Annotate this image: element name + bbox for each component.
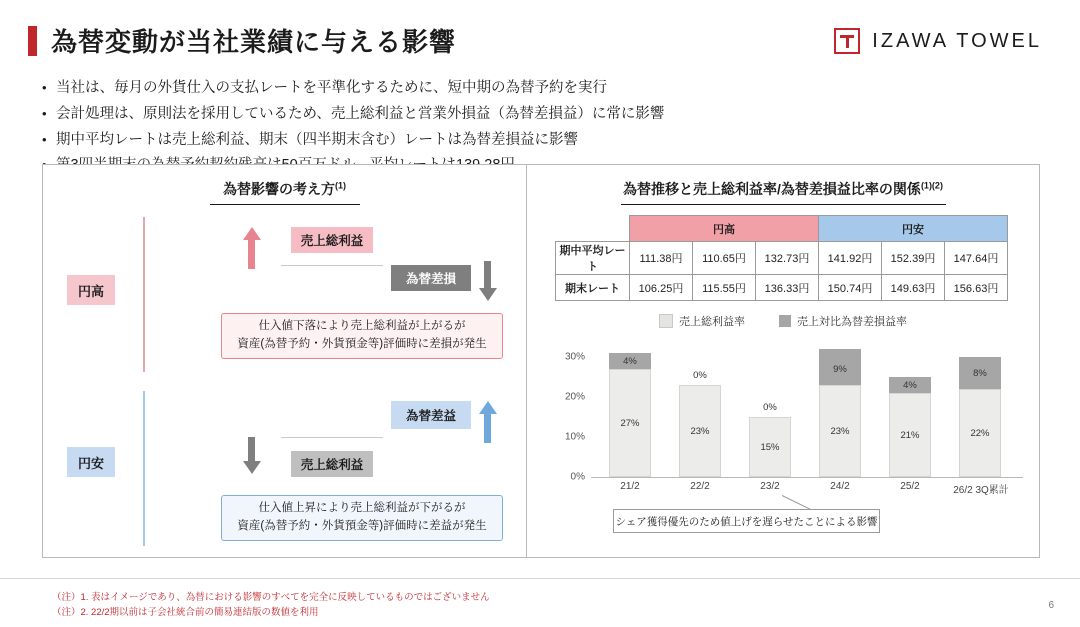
table-cell: 136.33円 <box>756 275 819 301</box>
table-cell: 149.63円 <box>882 275 945 301</box>
y-tick: 10% <box>564 431 585 443</box>
stacked-bar-chart <box>555 337 1023 495</box>
title-text: 為替変動が当社業績に与える影響 <box>51 27 457 57</box>
legend-label: 売上総利益率 <box>679 316 745 328</box>
bullet-item <box>42 78 1042 100</box>
page-number: 6 <box>1048 600 1054 611</box>
yen-high-note-line1: 仕入値下落により売上総利益が上がるが <box>258 320 466 333</box>
table-cell: 115.55円 <box>693 275 756 301</box>
bar-label-gross: 27% <box>620 418 640 429</box>
y-tick: 30% <box>564 351 585 363</box>
bar-label-fx: 4% <box>623 356 637 367</box>
table-cell: 152.39円 <box>882 242 945 275</box>
page-title <box>28 22 456 59</box>
down-arrow-stem-gray <box>484 261 491 291</box>
legend-item-fx-ratio <box>779 313 907 329</box>
table-cell: 150.74円 <box>819 275 882 301</box>
yen-low-note-line1: 仕入値上昇により売上総利益が下がるが <box>258 502 466 515</box>
fx-gain-label: 為替差益 <box>405 409 456 423</box>
left-section-title <box>43 165 526 199</box>
right-section-title-sup: (1)(2) <box>920 180 943 191</box>
up-arrow-stem-pink <box>248 239 255 269</box>
bar-group <box>819 349 861 477</box>
fx-loss-box <box>391 265 471 291</box>
row-label-period-end-rate: 期末レート <box>556 275 630 301</box>
x-axis-label: 26/2 3Q累計 <box>953 485 1009 496</box>
fx-rate-table <box>555 215 1008 301</box>
down-arrow-gray-icon-2 <box>243 461 261 474</box>
baseline-high <box>281 265 383 266</box>
logo-text: IZAWA TOWEL <box>872 29 1042 52</box>
bar-label-fx: 0% <box>763 402 777 413</box>
title-accent-bar <box>28 26 37 56</box>
bar-group <box>959 357 1001 477</box>
table-cell: 147.64円 <box>945 242 1008 275</box>
bar-group <box>679 370 721 477</box>
legend-swatch-icon <box>659 314 673 328</box>
table-group-header-row <box>556 216 1008 242</box>
left-section-title-text: 為替影響の考え方 <box>223 181 335 197</box>
baseline-low <box>281 437 383 438</box>
footnote-2: （注）2. 22/2期以前は子会社統合前の簡易連結版の数値を利用 <box>52 607 319 619</box>
bar-group <box>889 377 931 477</box>
bar-label-gross: 23% <box>690 426 710 437</box>
y-tick: 20% <box>564 391 585 403</box>
group-header-yen-high: 円高 <box>630 216 819 242</box>
table-cell: 141.92円 <box>819 242 882 275</box>
table-cell: 110.65円 <box>693 242 756 275</box>
right-section-title-text: 為替推移と売上総利益率/為替差損益比率の関係 <box>623 181 921 197</box>
yen-high-note <box>221 313 503 359</box>
bullet-dot-icon: • <box>42 105 47 121</box>
table-row <box>556 275 1008 301</box>
legend-swatch-icon <box>779 315 791 327</box>
up-arrow-stem-blue <box>484 413 491 443</box>
fx-loss-label: 為替差損 <box>405 272 456 286</box>
chart-legend <box>527 313 1039 329</box>
bullet-item <box>42 130 1042 152</box>
bar-label-fx: 8% <box>973 368 987 379</box>
legend-label: 売上対比為替差損益率 <box>797 316 907 328</box>
down-arrow-gray-icon <box>479 288 497 301</box>
left-diagram <box>43 165 526 557</box>
yen-low-tag-label: 円安 <box>77 455 104 471</box>
right-title-underline <box>621 204 946 205</box>
bar-label-gross: 23% <box>830 426 850 437</box>
table-corner-blank <box>556 216 630 242</box>
yen-low-divider-line <box>143 391 145 546</box>
legend-item-gross-margin <box>659 313 745 329</box>
bar-group <box>609 353 651 477</box>
gross-profit-label-low: 売上総利益 <box>300 458 364 472</box>
table-cell: 111.38円 <box>630 242 693 275</box>
gross-profit-box-low <box>291 451 373 477</box>
bullet-dot-icon: • <box>42 80 47 95</box>
bar-group <box>749 402 791 477</box>
bar-label-gross: 22% <box>970 428 990 439</box>
x-axis-label: 22/2 <box>690 481 710 492</box>
yen-low-note-line2: 資産(為替予約・外貨預金等)評価時に差益が発生 <box>237 520 487 532</box>
bar-label-gross: 15% <box>760 442 780 453</box>
yen-high-tag-label: 円高 <box>77 283 104 299</box>
content-panel <box>42 164 1040 558</box>
y-tick: 0% <box>570 471 585 483</box>
yen-low-note <box>221 495 503 541</box>
group-header-yen-low: 円安 <box>819 216 1008 242</box>
row-label-average-rate: 期中平均レート <box>556 242 630 275</box>
bar-label-fx: 4% <box>903 380 917 391</box>
right-section-title <box>527 165 1039 199</box>
plot-area <box>591 337 1023 496</box>
bar-label-fx: 0% <box>693 370 707 381</box>
footer-divider <box>0 578 1080 579</box>
yen-low-tag <box>67 447 115 477</box>
yen-high-divider-line <box>143 217 145 372</box>
bullet-item <box>42 104 1042 126</box>
bullet-dot-icon: • <box>42 131 47 147</box>
up-arrow-pink-icon <box>243 227 261 240</box>
gross-profit-label-high: 売上総利益 <box>300 234 364 248</box>
left-title-underline <box>210 204 360 205</box>
left-section-title-sup: (1) <box>335 180 346 191</box>
table-cell: 132.73円 <box>756 242 819 275</box>
footnote-1: （注）1. 表はイメージであり、為替における影響のすべてを完全に反映しているものではございません <box>52 592 490 603</box>
up-arrow-blue-icon <box>479 401 497 414</box>
x-axis-label: 21/2 <box>620 481 640 492</box>
bullet-text: 当社は、毎月の外貨仕入の支払レートを平準化するために、短中期の為替予約を実行 <box>56 80 607 96</box>
logo-mark-icon <box>834 28 860 54</box>
x-axis-label: 25/2 <box>900 481 920 492</box>
bar-label-fx: 9% <box>833 364 847 375</box>
chart-callout-text: シェア獲得優先のため値上げを遅らせたことによる影響 <box>615 515 878 528</box>
bullet-text: 会計処理は、原則法を採用しているため、売上総利益と営業外損益（為替差損益）に常に影響 <box>56 105 665 122</box>
fx-gain-box <box>391 401 471 429</box>
yen-high-note-line2: 資産(為替予約・外貨預金等)評価時に差損が発生 <box>237 338 487 350</box>
y-axis <box>555 337 589 483</box>
footnotes <box>52 590 490 620</box>
right-chart-area <box>527 165 1039 557</box>
yen-high-tag <box>67 275 115 305</box>
x-axis-label: 24/2 <box>830 481 850 492</box>
table-row <box>556 242 1008 275</box>
chart-callout <box>613 509 880 533</box>
x-axis-label: 23/2 <box>760 481 780 492</box>
down-arrow-stem-gray-2 <box>248 437 255 463</box>
bar-label-gross: 21% <box>900 430 920 441</box>
gross-profit-box-high <box>291 227 373 253</box>
company-logo <box>834 28 1042 54</box>
table-cell: 106.25円 <box>630 275 693 301</box>
bullet-text: 期中平均レートは売上総利益、期末（四半期末含む）レートは為替差損益に影響 <box>56 131 578 148</box>
table-cell: 156.63円 <box>945 275 1008 301</box>
